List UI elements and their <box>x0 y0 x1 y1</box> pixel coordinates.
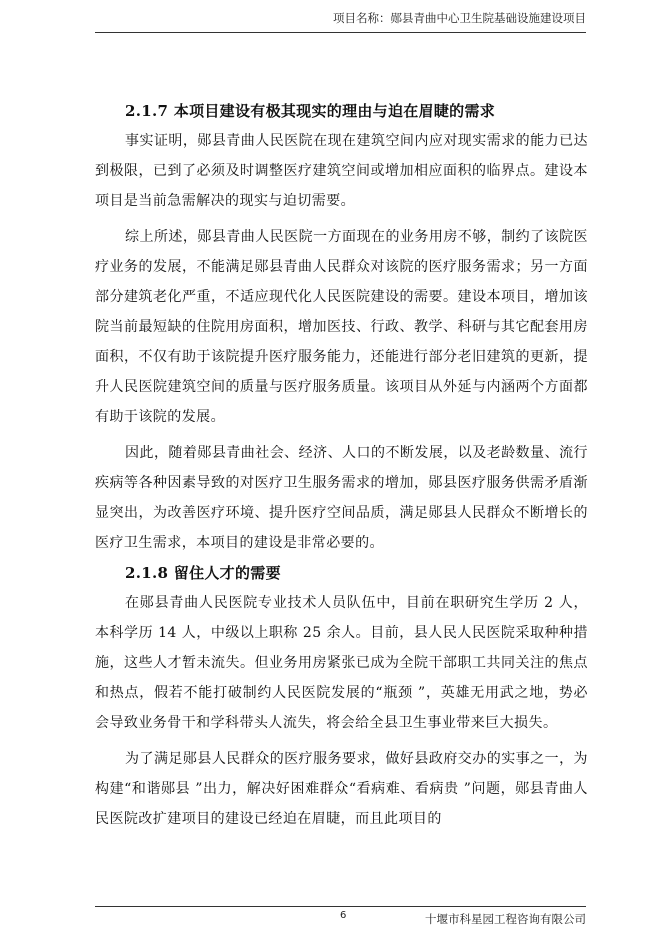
project-name: 项目名称：郧县青曲中心卫生院基础设施建设项目 <box>333 11 586 25</box>
paragraph: 因此，随着郧县青曲社会、经济、人口的不断发展，以及老龄数量、流行疾病等各种因素导致的对医疗卫生服务需求的增加，郧县医疗服务供需矛盾渐显突出，为改善医疗环境、提升医疗空间品质，满足郧县人民群众不断增长的医疗卫生需求，本项目的建设是非常必要的。 <box>95 445 588 551</box>
document-body <box>95 96 588 834</box>
paragraph: 事实证明，郧县青曲人民医院在现在建筑空间内应对现实需求的能力已达到极限，已到了必须及时调整医疗建筑空间或增加相应面积的临界点。建设本项目是当前急需解决的现实与迫切需要。 <box>95 133 588 209</box>
company-name: 十堰市科星园工程咨询有限公司 <box>425 912 586 926</box>
page-header <box>95 8 586 33</box>
paragraph: 在郧县青曲人民医院专业技术人员队伍中，目前在职研究生学历 2 人，本科学历 14 人，中级以上职称 25 余人。目前，县人民人民医院采取种种措施，这些人才暂未流失。但业务用房紧张已成为全院干部职工共同关注的焦点和热点，假若不能打破制约人民医院发展的“瓶颈 ”，英雄无用武之地，势必会导致业务骨干和学科带头人流失，将会给全县卫生事业带来巨大损失。 <box>95 595 588 731</box>
section-heading-2-1-7: 2.1.7 本项目建设有极其现实的理由与迫在眉睫的需求 <box>125 102 496 120</box>
page-number: 6 <box>340 910 347 921</box>
paragraph: 综上所述，郧县青曲人民医院一方面现在的业务用房不够，制约了该院医疗业务的发展，不能满足郧县青曲人民群众对该院的医疗服务需求；另一方面部分建筑老化严重，不适应现代化人民医院建设的需要。建设本项目，增加该院当前最短缺的住院用房面积，增加医技、行政、教学、科研与其它配套用房面积，不仅有助于该院提升医疗服务能力，还能进行部分老旧建筑的更新，提升人民医院建筑空间的质量与医疗服务质量。该项目从外延与内涵两个方面都有助于该院的发展。 <box>95 229 588 425</box>
section-heading-2-1-8: 2.1.8 留住人才的需要 <box>125 564 281 582</box>
paragraph: 为了满足郧县人民群众的医疗服务要求，做好县政府交办的实事之一，为构建“和谐郧县 ”出力，解决好困难群众“看病难、看病贵 ”问题，郧县青曲人民医院改扩建项目的建设已经迫在眉睫，而且此项目的 <box>95 751 588 827</box>
page-footer <box>95 906 586 931</box>
